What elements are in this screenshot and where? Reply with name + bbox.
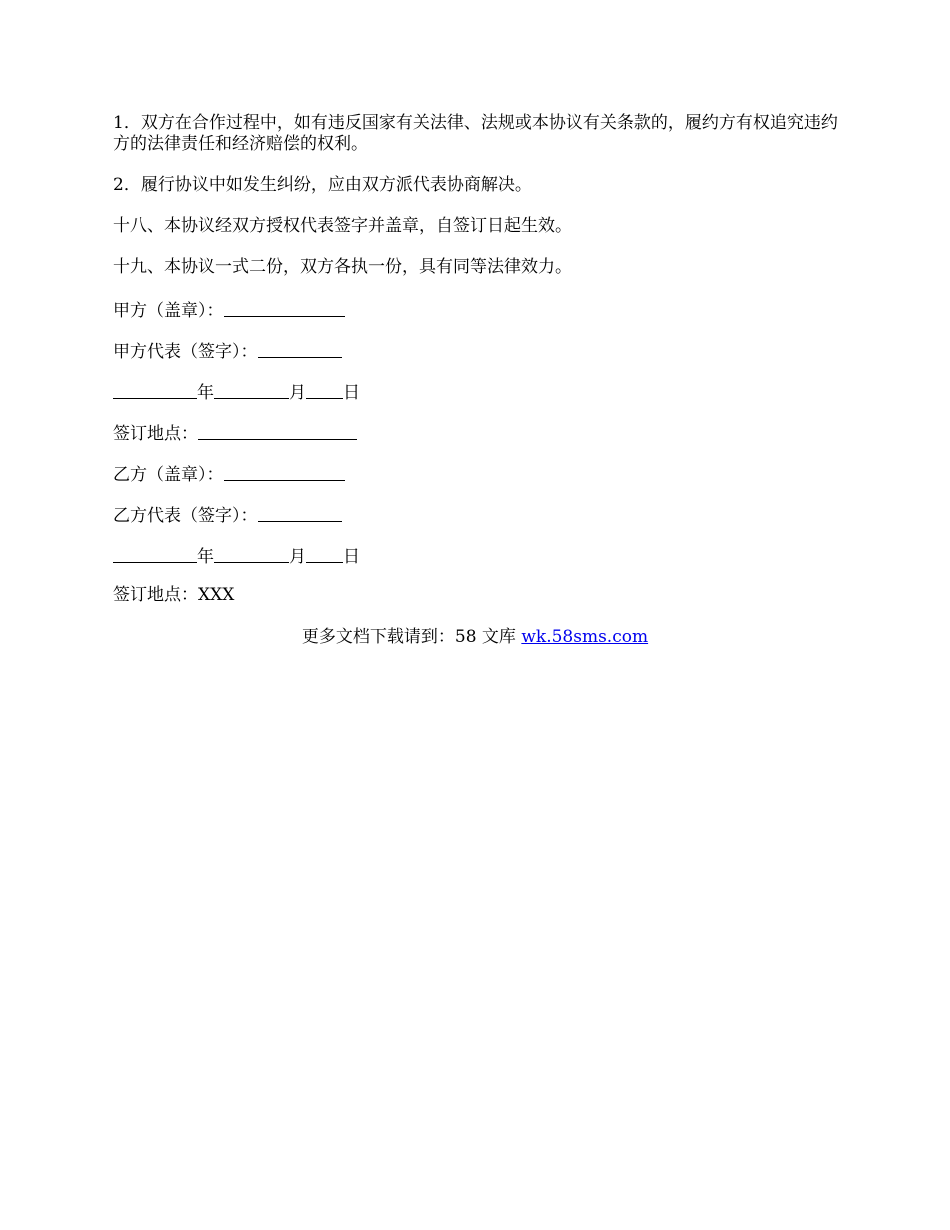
party-a-date-line — [113, 380, 843, 401]
party-b-day-label: 日 — [343, 547, 360, 567]
party-b-year-blank — [113, 545, 197, 563]
party-a-place-blank — [198, 422, 357, 440]
party-a-seal-label: 甲方（盖章）： — [113, 301, 224, 321]
party-b-seal-label: 乙方（盖章）： — [113, 465, 224, 485]
party-a-day-blank — [306, 381, 343, 399]
party-b-day-blank — [306, 545, 343, 563]
party-a-year-label: 年 — [197, 383, 214, 403]
footer-link[interactable]: wk.58sms.com — [521, 627, 649, 647]
party-a-month-blank — [214, 381, 289, 399]
party-a-place-label: 签订地点： — [113, 424, 198, 444]
document-page — [113, 113, 843, 606]
party-a-seal-line — [113, 298, 843, 319]
party-a-place-line — [113, 421, 843, 442]
party-b-seal-line — [113, 462, 843, 483]
party-a-seal-blank — [224, 299, 345, 317]
footer — [0, 627, 950, 648]
party-a-rep-blank — [258, 340, 342, 358]
party-b-place-value: XXX — [198, 585, 235, 605]
party-b-month-blank — [214, 545, 289, 563]
party-a-month-label: 月 — [289, 383, 306, 403]
party-b-place-line — [113, 585, 843, 606]
clause-19: 十九、本协议一式二份，双方各执一份，具有同等法律效力。 — [113, 257, 572, 277]
party-b-rep-blank — [258, 504, 342, 522]
party-b-seal-blank — [224, 463, 345, 481]
clause-18: 十八、本协议经双方授权代表签字并盖章，自签订日起生效。 — [113, 216, 572, 236]
party-a-day-label: 日 — [343, 383, 360, 403]
party-a-year-blank — [113, 381, 197, 399]
party-b-year-label: 年 — [197, 547, 214, 567]
footer-text: 更多文档下载请到：58 文库 — [301, 627, 522, 647]
party-b-place-label: 签订地点： — [113, 585, 198, 605]
party-b-month-label: 月 — [289, 547, 306, 567]
clause-2: 2．履行协议中如发生纠纷，应由双方派代表协商解决。 — [113, 175, 532, 195]
party-a-rep-label: 甲方代表（签字）： — [113, 342, 258, 362]
clause-1: 1．双方在合作过程中，如有违反国家有关法律、法规或本协议有关条款的，履约方有权追究违约方的法律责任和经济赔偿的权利。 — [113, 113, 838, 154]
party-b-date-line — [113, 544, 843, 565]
party-b-rep-label: 乙方代表（签字）： — [113, 506, 258, 526]
party-b-rep-line — [113, 503, 843, 524]
party-a-rep-line — [113, 339, 843, 360]
